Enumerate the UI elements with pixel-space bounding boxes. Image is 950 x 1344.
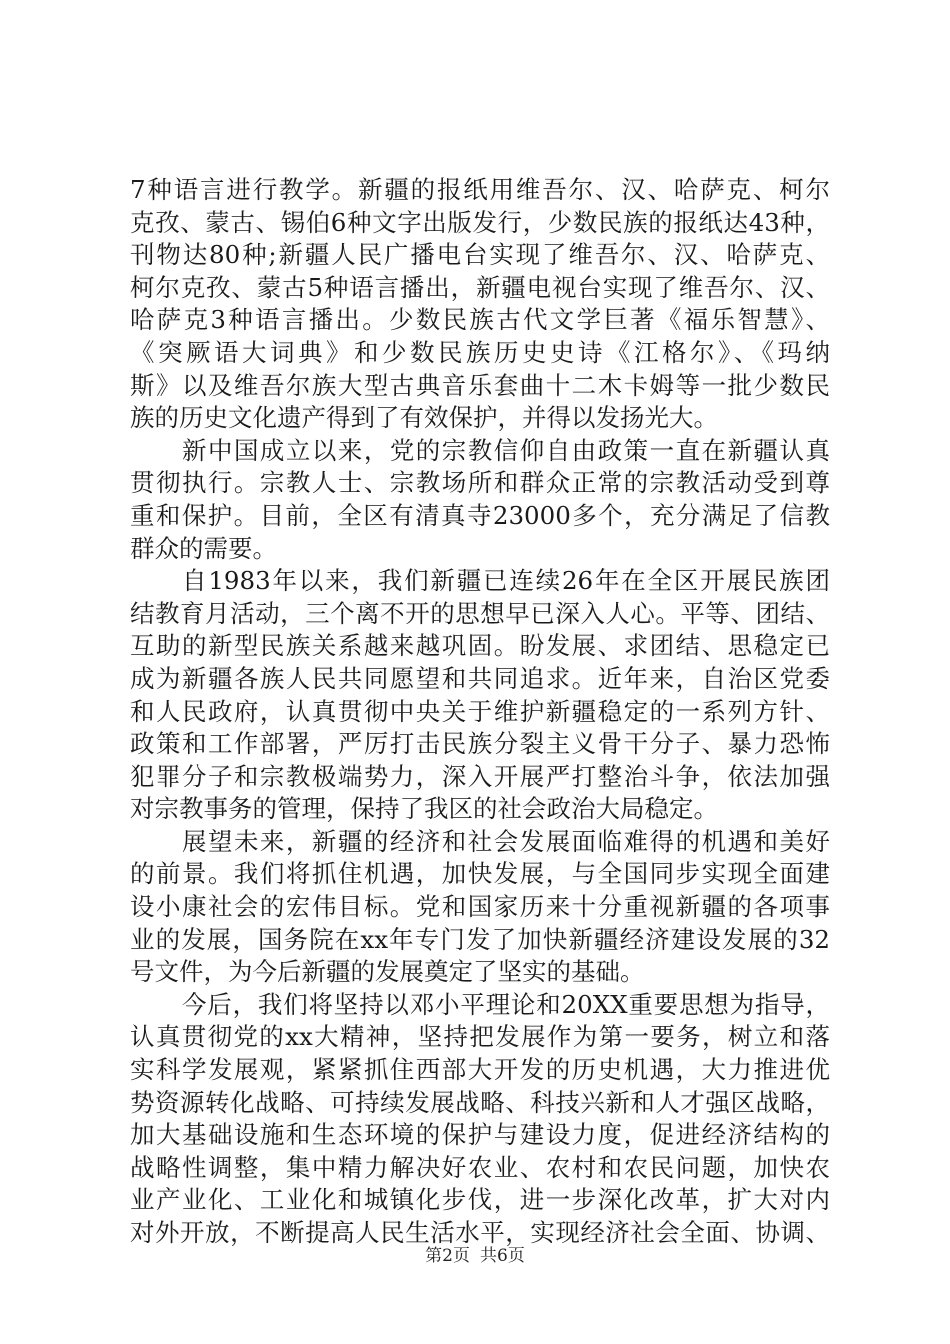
- page-footer: [0, 1244, 950, 1268]
- text-line: 的前景。我们将抓住机遇，加快发展，与全国同步实现全面建: [130, 859, 830, 889]
- page-number: 第2页: [425, 1246, 470, 1266]
- text-line: 和人民政府，认真贯彻中央关于维护新疆稳定的一系列方针、: [130, 696, 830, 726]
- text-line: 《突厥语大词典》和少数民族历史史诗《江格尔》、《玛纳: [130, 337, 830, 367]
- page-total: 共6页: [480, 1246, 525, 1266]
- text-line: 势资源转化战略、可持续发展战略、科技兴新和人才强区战略，: [130, 1087, 830, 1117]
- text-line: 犯罪分子和宗教极端势力，深入开展严打整治斗争，依法加强: [130, 761, 830, 791]
- text-line: 互助的新型民族关系越来越巩固。盼发展、求团结、思稳定已: [130, 631, 830, 661]
- paragraph-first-line: 新中国成立以来，党的宗教信仰自由政策一直在新疆认真: [182, 435, 830, 465]
- text-line: 战略性调整，集中精力解决好农业、农村和农民问题，加快农: [130, 1152, 830, 1182]
- text-line: 政策和工作部署，严厉打击民族分裂主义骨干分子、暴力恐怖: [130, 729, 830, 759]
- text-line: 业的发展，国务院在xx年专门发了加快新疆经济建设发展的32: [130, 924, 830, 954]
- text-line: 加大基础设施和生态环境的保护与建设力度，促进经济结构的: [130, 1120, 830, 1150]
- text-line: 对外开放，不断提高人民生活水平，实现经济社会全面、协调、: [130, 1218, 830, 1247]
- text-line: 刊物达80种;新疆人民广播电台实现了维吾尔、汉、哈萨克、: [130, 240, 830, 270]
- paragraph-first-line: 今后，我们将坚持以邓小平理论和20XX重要思想为指导，: [182, 989, 830, 1019]
- text-line: 族的历史文化遗产得到了有效保护，并得以发扬光大。: [130, 403, 718, 433]
- text-line: 重和保护。目前，全区有清真寺23000多个，充分满足了信教: [130, 500, 830, 530]
- text-line: 群众的需要。: [130, 533, 277, 563]
- text-line: 柯尔克孜、蒙古5种语言播出，新疆电视台实现了维吾尔、汉、: [130, 272, 830, 302]
- paragraph-first-line: 自1983年以来，我们新疆已连续26年在全区开展民族团: [182, 566, 830, 596]
- text-line: 号文件，为今后新疆的发展奠定了坚实的基础。: [130, 957, 645, 987]
- text-line: 实科学发展观，紧紧抓住西部大开发的历史机遇，大力推进优: [130, 1055, 830, 1085]
- text-line: 成为新疆各族人民共同愿望和共同追求。近年来，自治区党委: [130, 663, 830, 693]
- text-line: 斯》以及维吾尔族大型古典音乐套曲十二木卡姆等一批少数民: [130, 370, 830, 400]
- text-line: 7种语言进行教学。新疆的报纸用维吾尔、汉、哈萨克、柯尔: [130, 175, 830, 204]
- paragraph-first-line: 展望未来，新疆的经济和社会发展面临难得的机遇和美好: [182, 826, 830, 856]
- text-line: 设小康社会的宏伟目标。党和国家历来十分重视新疆的各项事: [130, 892, 830, 922]
- document-body: [130, 174, 830, 1250]
- text-line: 结教育月活动，三个离不开的思想早已深入人心。平等、团结、: [130, 598, 830, 628]
- text-line: 克孜、蒙古、锡伯6种文字出版发行，少数民族的报纸达43种，: [130, 207, 830, 237]
- text-line: 认真贯彻党的xx大精神，坚持把发展作为第一要务，树立和落: [130, 1022, 830, 1052]
- text-line: 贯彻执行。宗教人士、宗教场所和群众正常的宗教活动受到尊: [130, 468, 830, 498]
- text-line: 哈萨克3种语言播出。少数民族古代文学巨著《福乐智慧》、: [130, 305, 830, 335]
- text-line: 对宗教事务的管理，保持了我区的社会政治大局稳定。: [130, 794, 718, 824]
- text-line: 业产业化、工业化和城镇化步伐，进一步深化改革，扩大对内: [130, 1185, 830, 1215]
